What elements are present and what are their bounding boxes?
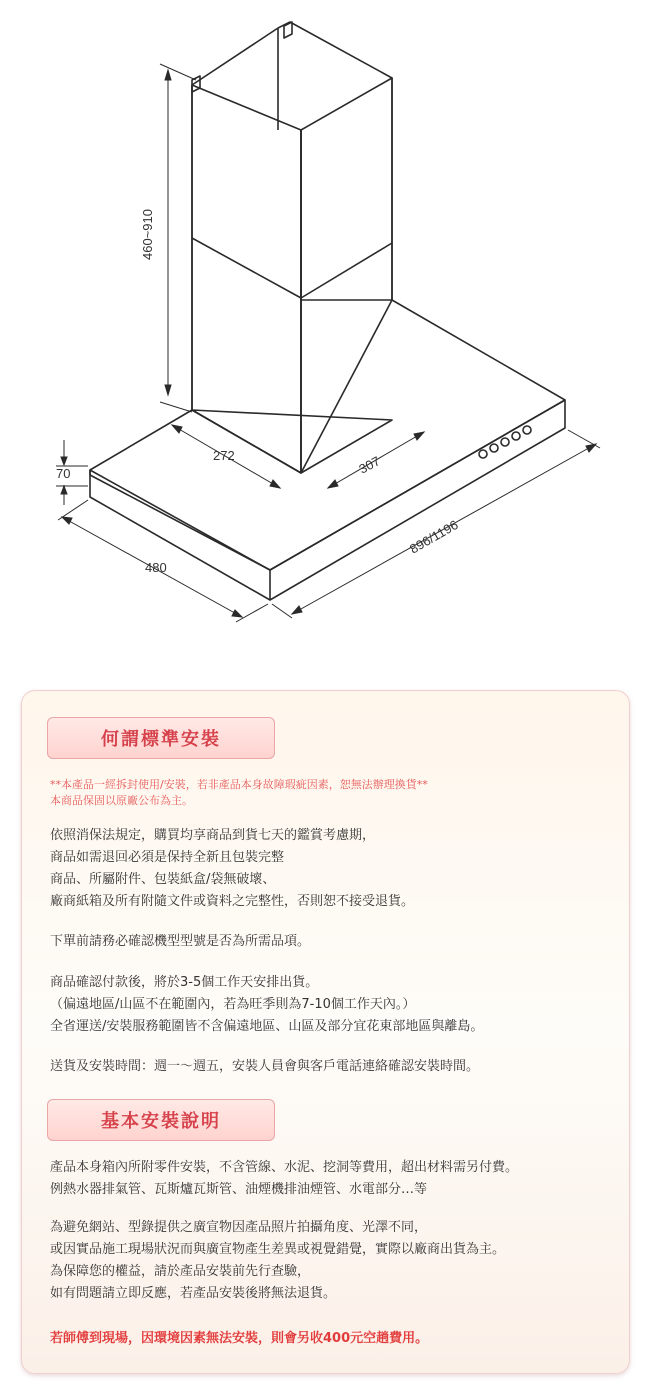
- text-line: （偏遠地區/山區不在範圍內，若為旺季則為7-10個工作天內。）: [50, 997, 416, 1012]
- info-panel: [21, 690, 630, 1374]
- text-line: 依照消保法規定，購買均享商品到貨七天的鑑賞考慮期，: [50, 828, 376, 843]
- extra-fee-warning: 若師傅到現場，因環境因素無法安裝，則會另收400元空趟費用。: [50, 1331, 429, 1346]
- dim-depth-label: 480: [145, 560, 167, 575]
- text-line: 為保障您的權益，請於產品安裝前先行查驗，: [50, 1264, 311, 1279]
- range-hood-dimension-diagram: [0, 0, 650, 660]
- text-line: 產品本身箱內所附零件安裝，不含管線、水泥、挖洞等費用，超出材料需另付費。: [50, 1160, 519, 1175]
- dim-width-label: 896/1196: [407, 516, 461, 557]
- note-line: **本產品一經拆封使用/安裝，若非產品本身故障瑕疵因素，恕無法辦理換貨**: [50, 778, 428, 791]
- shipping-paragraph: [50, 972, 483, 1038]
- text-line: 為避免網站、型錄提供之廣宣物因產品照片拍攝角度、光澤不同，: [50, 1220, 428, 1235]
- model-check-paragraph: [50, 931, 310, 953]
- dim-chimney-depth-label: 307: [356, 453, 383, 477]
- install-scope-paragraph: [50, 1157, 518, 1201]
- text-line: 廠商紙箱及所有附隨文件或資料之完整性，否則恕不接受退貨。: [50, 894, 415, 909]
- text-line: 如有問題請立即反應，若產品安裝後將無法退貨。: [50, 1286, 337, 1301]
- text-line: 商品確認付款後，將於3-5個工作天安排出貨。: [50, 975, 319, 990]
- dim-chimney-width-label: 272: [213, 448, 235, 463]
- warning-note: [50, 777, 428, 809]
- section-title-basic-install: 基本安裝說明: [47, 1099, 275, 1141]
- text-line: 送貨及安裝時間：週一～週五，安裝人員會與客戶電話連絡確認安裝時間。: [50, 1059, 480, 1074]
- note-line: 本商品保固以原廠公布為主。: [50, 794, 193, 807]
- dim-height-label: 460~910: [140, 209, 155, 260]
- text-line: 商品如需退回必須是保持全新且包裝完整: [50, 850, 285, 865]
- return-policy-paragraph: [50, 825, 414, 913]
- section-title-standard-install: 何謂標準安裝: [47, 717, 275, 759]
- text-line: 全省運送/安裝服務範圍皆不含偏遠地區、山區及部分宜花東部地區與離島。: [50, 1019, 484, 1034]
- text-line: 例熱水器排氣管、瓦斯爐瓦斯管、油煙機排油煙管、水電部分…等: [50, 1182, 428, 1197]
- text-line: 商品、所屬附件、包裝紙盒/袋無破壞、: [50, 872, 276, 887]
- disclaimer-paragraph: [50, 1217, 505, 1305]
- text-line: 下單前請務必確認機型型號是否為所需品項。: [50, 934, 311, 949]
- dim-body-height-label: 70: [56, 466, 71, 481]
- delivery-time-paragraph: [50, 1056, 479, 1078]
- text-line: 或因實品施工現場狀況而與廣宣物產生差異或視覺錯覺，實際以廠商出貨為主。: [50, 1242, 506, 1257]
